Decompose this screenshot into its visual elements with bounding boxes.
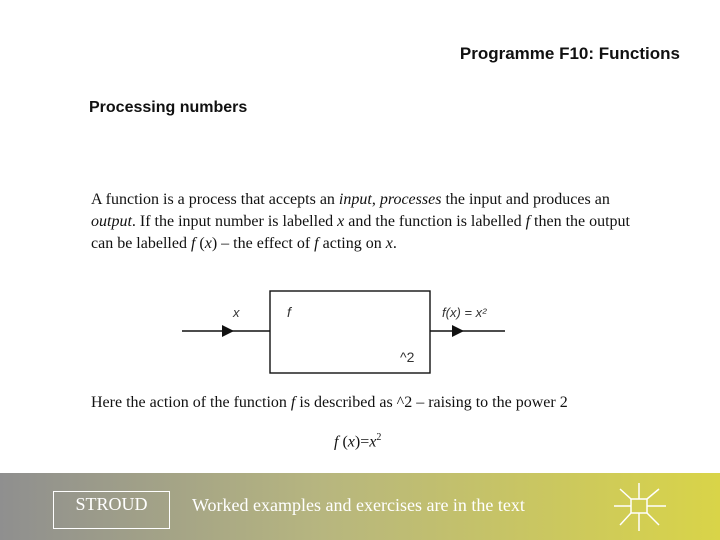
intro-paragraph: A function is a process that accepts an input, processes the input and produces an output. If the input number is labelled x and the function is labelled f then the output can be labelled f (x) – the effect of f acting on x. bbox=[91, 191, 630, 252]
action-description: Here the action of the function f is described as ^2 – raising to the power 2 bbox=[91, 394, 568, 411]
action-label: ^2 bbox=[400, 349, 415, 365]
function-formula: f $(x)=x^2$ bbox=[334, 432, 382, 451]
input-arrowhead bbox=[222, 325, 234, 337]
function-diagram bbox=[170, 280, 530, 380]
output-arrowhead bbox=[452, 325, 464, 337]
programme-title: Programme F10: Functions bbox=[459, 44, 680, 63]
section-heading: Processing numbers bbox=[89, 99, 248, 116]
star-logo-icon bbox=[612, 481, 668, 533]
function-label: f bbox=[287, 304, 291, 320]
output-label: f(x) = x² bbox=[442, 305, 487, 320]
footer-note: Worked examples and exercises are in the text bbox=[192, 495, 525, 515]
input-label: x bbox=[233, 305, 240, 320]
footer-bar bbox=[0, 473, 720, 540]
stroud-logo: STROUD bbox=[53, 491, 170, 529]
